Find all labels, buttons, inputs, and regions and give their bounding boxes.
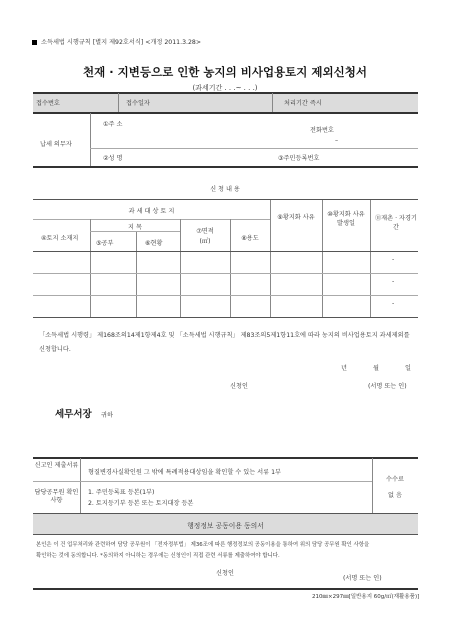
tax-period: (과세기간 . . .~ . . .) [192,84,258,92]
disaster-date-label: ⑩황지화 사유 발생일 [327,211,365,227]
address-label: ①주 소 [103,121,123,128]
day-label: 일 [405,365,411,372]
application-statement: 「소득세법 시행령」 제168조의14제1항제4호 및 「소득세법 시행규칙」 제83조의5제1항11호에 따라 농지의 비사업용토지 과세제외를 신청합니다. [39,332,410,353]
farming-period-label: ⑪재촌 · 자경기간 [375,215,417,231]
receipt-date-label: 접수일자 [126,100,150,107]
receipt-bar [33,93,418,112]
disaster-reason-label: ⑨황지화 사유 [277,214,315,221]
row-dash: - [392,278,395,285]
phone-label: 전화번호 [310,127,334,134]
form-title: 천재 · 지변등으로 인한 농지의 비사업용토지 제외신청서 [83,65,367,79]
consent-applicant-label: 신청인 [216,570,234,577]
applicant-document-text: 형질변경사실확인원 그 밖에 특례적용대상임을 확인할 수 있는 서류 1부 [88,469,282,476]
taxpayer-label: 납세 의무자 [40,141,72,148]
land-location-label: ④토지 소재지 [41,235,79,242]
officer-check-label: 담당공무원 확인사항 [34,489,79,504]
consent-heading: 행정정보 공동이용 동의서 [187,522,264,530]
row-dash: - [392,300,395,307]
fee-label: 수수료 [386,476,404,483]
name-label: ②성 명 [103,155,123,162]
consent-text-1: 본인은 이 건 업무처리와 관련하여 담당 공무원이 「전자정부법」 제36조에 따른 행정정보의 공동이용을 통하여 위의 담당 공무원 확인 사항을 [36,542,370,548]
consent-sign-note: (서명 또는 인) [343,575,382,582]
area-label: ⑦면적 [196,228,214,235]
applicant-documents-label: 신고인 제출서류 [34,462,79,469]
land-category-label: 지 목 [128,224,142,231]
consent-text-2: 확인하는 것에 동의합니다. *동의하지 아니하는 경우에는 신청인이 직접 관련 서류를 제출하여야 합니다. [36,553,280,559]
officer-check-item-2: 2. 토지등기부 등본 또는 토지대장 등본 [88,500,194,507]
actual-status-label: ⑥현황 [145,240,163,247]
receipt-number-label: 접수번호 [36,100,60,107]
processing-period-label: 처리기간 즉시 [284,100,322,107]
officer-check-item-1: 1. 주민등록표 등본(1부) [88,489,155,496]
use-label: ⑧용도 [241,235,259,242]
sign-or-seal-note: (서명 또는 인) [368,383,407,390]
tax-office-chief: 세무서장 [55,409,92,420]
application-content-heading: 신 청 내 용 [210,186,240,193]
addressee-honorific: 귀하 [101,412,113,419]
square-bullet-icon [32,40,37,45]
fee-value: 없 음 [388,492,402,499]
official-record-label: ⑤공부 [96,240,114,247]
taxable-land-label: 과 세 대 상 토 지 [128,208,175,215]
area-unit: (㎡) [199,238,211,245]
year-label: 년 [341,365,347,372]
resident-id-label: ③주민등록번호 [278,155,320,162]
paper-spec-footer: 210㎜×297㎜[일반용지 60g/㎡(재활용품)] [312,594,420,600]
form-reference-note: 소득세법 시행규칙 [별지 제92호서식] <개정 2011.3.28> [32,37,201,46]
phone-dash: – [335,137,339,144]
row-dash: - [392,256,395,263]
month-label: 월 [373,365,379,372]
applicant-signature-label: 신청인 [230,383,248,390]
